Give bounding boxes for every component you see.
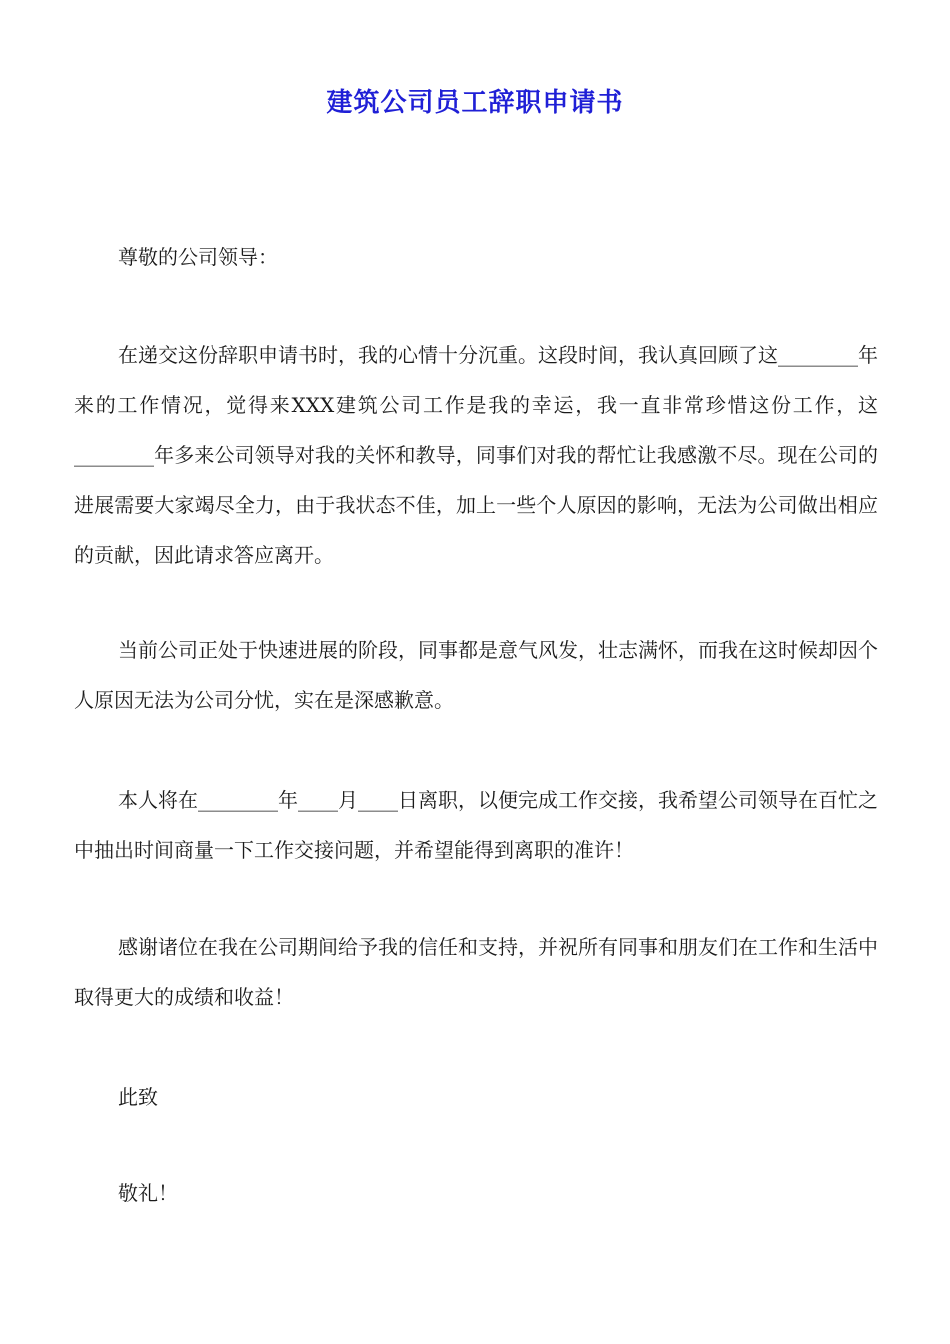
closing-line-2: 敬礼！ bbox=[118, 1181, 178, 1205]
paragraph-4: 感谢诸位在我在公司期间给予我的信任和支持，并祝所有同事和朋友们在工作和生活中取得更大的成绩和收益！ bbox=[74, 935, 878, 1009]
paragraph-2: 当前公司正处于快速进展的阶段，同事都是意气风发，壮志满怀，而我在这时候却因个人原因无法为公司分忧，实在是深感歉意。 bbox=[74, 638, 878, 712]
document-title: 建筑公司员工辞职申请书 bbox=[326, 88, 624, 118]
paragraph-1: 在递交这份辞职申请书时，我的心情十分沉重。这段时间，我认真回顾了这________年来的工作情况，觉得来XXX建筑公司工作是我的幸运，我一直非常珍惜这份工作，这________年多来公司领导对我的关怀和教导，同事们对我的帮忙让我感激不尽。现在公司的进展需要大家竭尽全力，由于我状态不佳，加上一些个人原因的影响，无法为公司做出相应的贡献，因此请求答应离开。 bbox=[74, 343, 878, 567]
closing-line-1: 此致 bbox=[118, 1085, 158, 1109]
salutation: 尊敬的公司领导： bbox=[118, 245, 278, 269]
paragraph-3: 本人将在________年____月____日离职，以便完成工作交接，我希望公司领导在百忙之中抽出时间商量一下工作交接问题，并希望能得到离职的准许！ bbox=[74, 788, 878, 862]
